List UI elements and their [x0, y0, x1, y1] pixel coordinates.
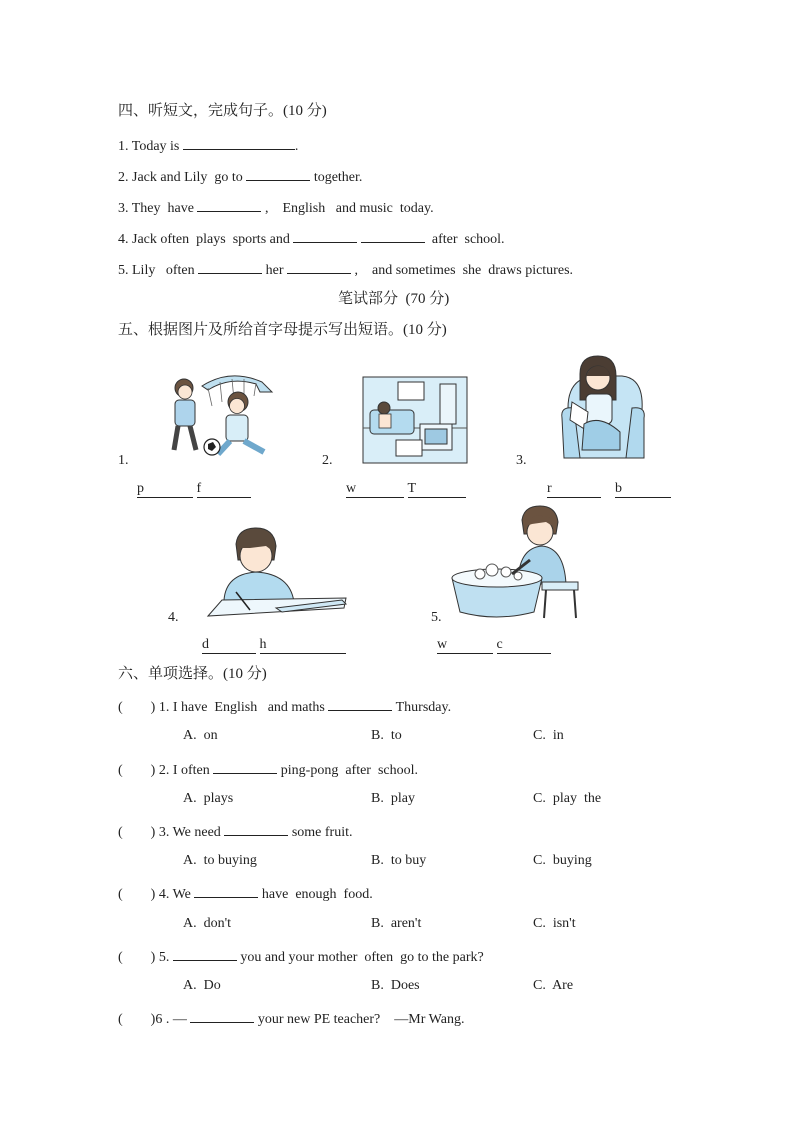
- option-a[interactable]: A. don't: [183, 916, 232, 931]
- option-a[interactable]: A. plays: [183, 791, 234, 806]
- answer-blank[interactable]: [197, 197, 261, 212]
- option-a[interactable]: A. on: [183, 728, 218, 743]
- s4-question-4: 4. Jack often plays sports and after school.: [118, 228, 505, 249]
- option-b[interactable]: B. Does: [371, 978, 420, 993]
- answer-blank: [213, 759, 277, 774]
- phrase-hint-4[interactable]: d h: [202, 636, 346, 654]
- picture-number: 4.: [168, 610, 179, 625]
- answer-blank[interactable]: [183, 135, 295, 150]
- washing-clothes-picture: [446, 504, 582, 622]
- option-a[interactable]: A. Do: [183, 978, 221, 993]
- s4-question-5: 5. Lily often her , and sometimes she draws pictures.: [118, 259, 573, 280]
- option-c[interactable]: C. play the: [533, 791, 602, 806]
- mc-question-2: ( ) 2. I often ping-pong after school.: [118, 759, 418, 780]
- option-b[interactable]: B. to: [371, 728, 402, 743]
- mc-question-6: ( )6 . — your new PE teacher? —Mr Wang.: [118, 1008, 464, 1029]
- option-c[interactable]: C. Are: [533, 978, 574, 993]
- option-c[interactable]: C. in: [533, 728, 564, 743]
- option-c[interactable]: C. isn't: [533, 916, 576, 931]
- option-a[interactable]: A. to buying: [183, 853, 257, 868]
- answer-blank: [328, 696, 392, 711]
- answer-blank[interactable]: [361, 228, 425, 243]
- answer-blank: [173, 946, 237, 961]
- mc-question-5: ( ) 5. you and your mother often go to the park?: [118, 946, 484, 967]
- phrase-hint-3[interactable]: r b: [547, 480, 671, 498]
- answer-paren[interactable]: ( ): [118, 950, 156, 965]
- football-picture: [160, 366, 278, 462]
- picture-number: 2.: [322, 453, 333, 468]
- answer-blank[interactable]: [293, 228, 357, 243]
- s4-question-2: 2. Jack and Lily go to together.: [118, 166, 362, 187]
- answer-blank[interactable]: [287, 259, 351, 274]
- picture-number: 3.: [516, 453, 527, 468]
- mc-question-1: ( ) 1. I have English and maths Thursday.: [118, 696, 451, 717]
- s4-question-1: 1. Today is .: [118, 135, 298, 156]
- section6-heading: 六、单项选择。(10 分): [118, 666, 267, 682]
- answer-paren[interactable]: ( ): [118, 1012, 156, 1027]
- option-b[interactable]: B. to buy: [371, 853, 427, 868]
- written-part-title: 笔试部分 (70 分): [338, 291, 450, 307]
- picture-number: 5.: [431, 610, 442, 625]
- s4-question-3: 3. They have , English and music today.: [118, 197, 434, 218]
- answer-blank[interactable]: [198, 259, 262, 274]
- answer-paren[interactable]: ( ): [118, 825, 156, 840]
- phrase-hint-2[interactable]: w T: [346, 480, 466, 498]
- reading-picture: [560, 354, 646, 466]
- answer-paren[interactable]: ( ): [118, 700, 156, 715]
- section4-heading: 四、听短文，完成句子。(10 分): [118, 103, 327, 119]
- phrase-hint-5[interactable]: w c: [437, 636, 551, 654]
- option-b[interactable]: B. aren't: [371, 916, 422, 931]
- answer-blank: [224, 821, 288, 836]
- answer-blank[interactable]: [246, 166, 310, 181]
- option-b[interactable]: B. play: [371, 791, 415, 806]
- section5-heading: 五、根据图片及所给首字母提示写出短语。(10 分): [118, 322, 447, 338]
- answer-blank: [194, 883, 258, 898]
- picture-number: 1.: [118, 453, 129, 468]
- homework-picture: [206, 526, 350, 620]
- option-c[interactable]: C. buying: [533, 853, 592, 868]
- answer-paren[interactable]: ( ): [118, 887, 156, 902]
- answer-paren[interactable]: ( ): [118, 763, 156, 778]
- mc-question-4: ( ) 4. We have enough food.: [118, 883, 373, 904]
- mc-question-3: ( ) 3. We need some fruit.: [118, 821, 352, 842]
- answer-blank: [190, 1008, 254, 1023]
- phrase-hint-1[interactable]: p f: [137, 480, 251, 498]
- watching-tv-picture: [362, 376, 468, 464]
